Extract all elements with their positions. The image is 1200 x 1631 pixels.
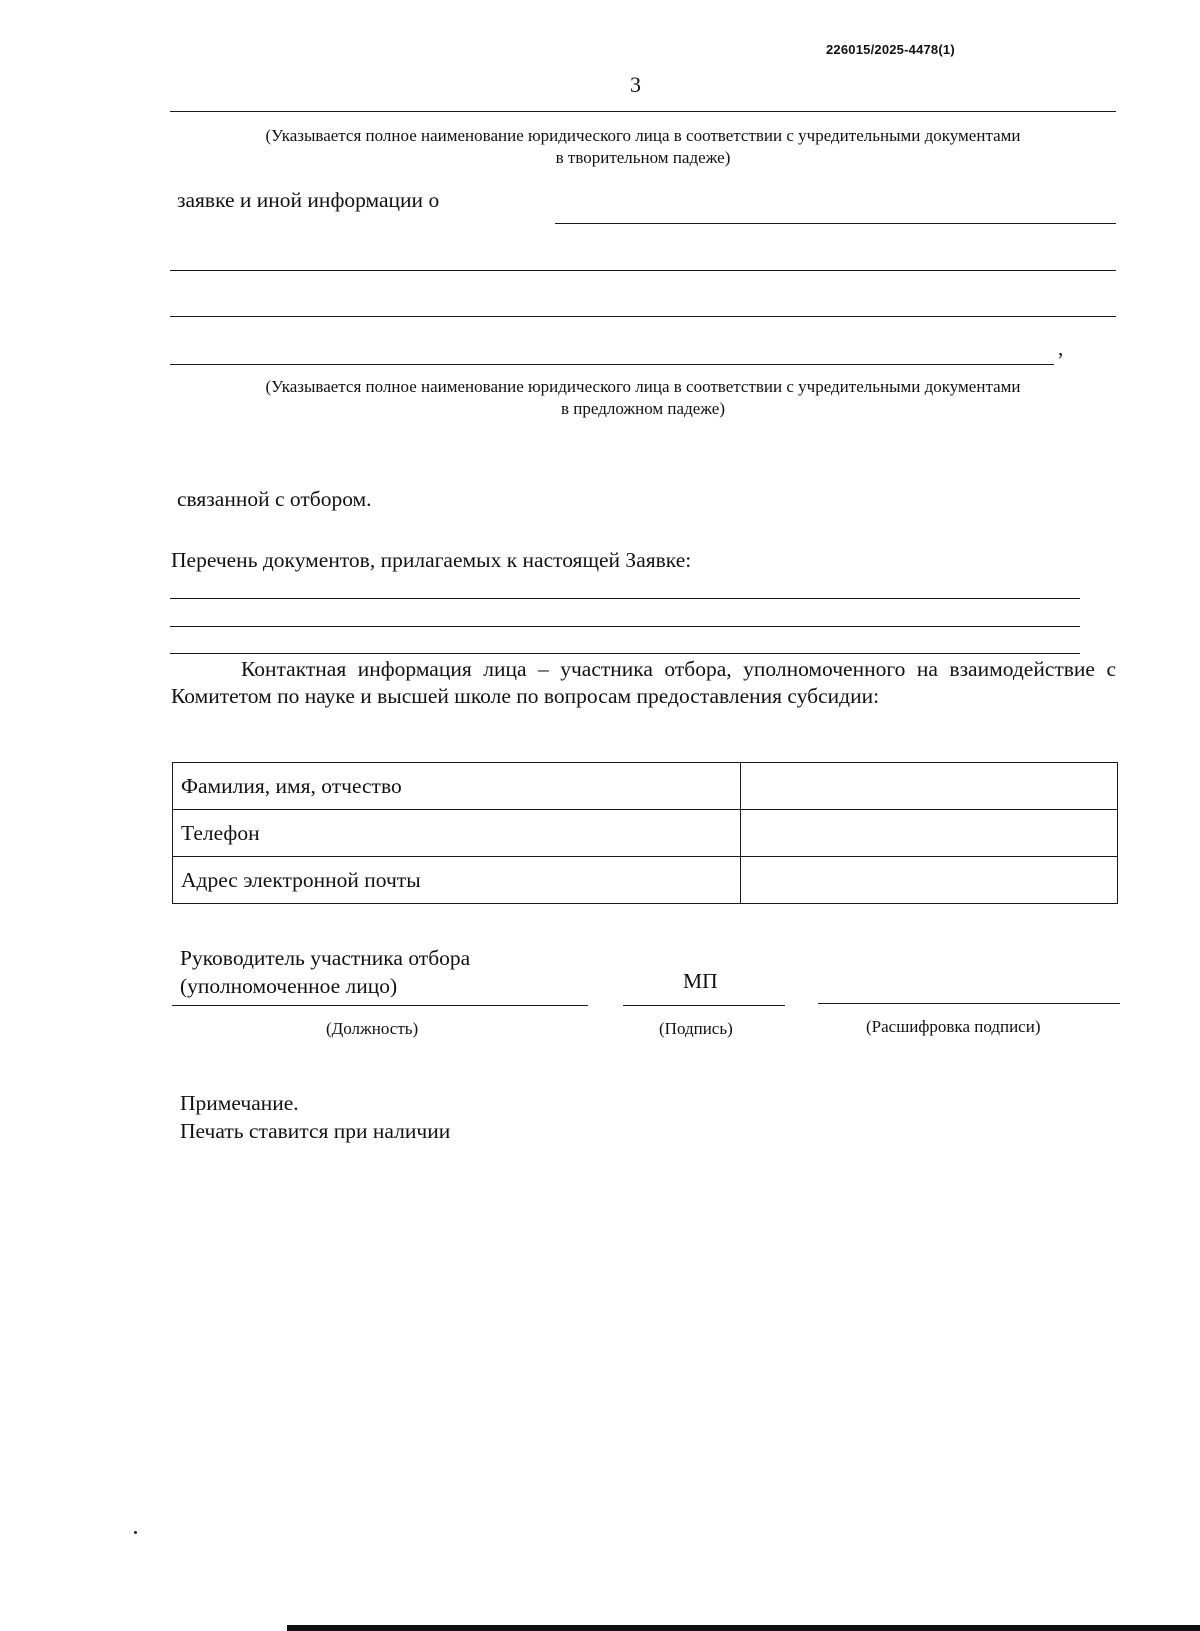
document-list-line <box>170 626 1080 627</box>
table-cell-label: Фамилия, имя, отчество <box>173 763 741 810</box>
decoding-line <box>818 1003 1120 1004</box>
contact-info-table <box>172 762 1118 904</box>
org-name-prepositional-caption <box>170 376 1116 420</box>
document-number: 226015/2025-4478(1) <box>826 42 955 57</box>
application-info-text: заявке и иной информации о <box>177 188 440 212</box>
org-name-instrumental-caption <box>170 125 1116 169</box>
scan-speck <box>134 1531 137 1534</box>
table-cell-value <box>741 763 1118 810</box>
document-list-line <box>170 653 1080 654</box>
position-caption: (Должность) <box>326 1019 419 1038</box>
table-row <box>173 810 1118 857</box>
signatory-title <box>180 944 470 1000</box>
fill-line <box>170 316 1116 317</box>
document-list-line <box>170 598 1080 599</box>
page-number: 3 <box>630 72 641 97</box>
signature-caption: (Подпись) <box>659 1019 733 1038</box>
signatory-line: (уполномоченное лицо) <box>180 974 398 998</box>
caption-line: (Указывается полное наименование юридического лица в соответствии с учредительными документами <box>265 377 1021 396</box>
fill-line <box>170 270 1116 271</box>
contact-info-paragraph <box>171 656 1116 710</box>
documents-list-title: Перечень документов, прилагаемых к настоящей Заявке: <box>171 548 692 572</box>
fill-line <box>555 223 1116 224</box>
signatory-line: Руководитель участника отбора <box>180 946 471 970</box>
table-row <box>173 763 1118 810</box>
table-row <box>173 857 1118 904</box>
caption-line: (Указывается полное наименование юридического лица в соответствии с учредительными документами <box>265 126 1021 145</box>
caption-line: в предложном падеже) <box>561 399 725 418</box>
org-name-instrumental-line <box>170 111 1116 112</box>
table-cell-label: Телефон <box>173 810 741 857</box>
note-title: Примечание. <box>180 1091 299 1115</box>
line-end-comma: , <box>1058 336 1064 360</box>
scan-edge-bar <box>287 1625 1200 1631</box>
signature-line <box>623 1005 785 1006</box>
table-cell-value <box>741 810 1118 857</box>
position-line <box>172 1005 588 1006</box>
note-text: Печать ставится при наличии <box>180 1119 451 1143</box>
fill-line <box>170 364 1054 365</box>
note-block <box>180 1089 450 1145</box>
table-cell-value <box>741 857 1118 904</box>
related-selection-text: связанной с отбором. <box>177 487 372 511</box>
caption-line: в творительном падеже) <box>555 148 731 167</box>
decoding-caption: (Расшифровка подписи) <box>866 1017 1041 1036</box>
table-cell-label: Адрес электронной почты <box>173 857 741 904</box>
stamp-mark: МП <box>683 969 718 993</box>
contact-info-text: Контактная информация лица – участника отбора, уполномоченного на взаимодействие с Комитетом по науке и высшей школе по вопросам предоставления субсидии: <box>171 657 1116 708</box>
